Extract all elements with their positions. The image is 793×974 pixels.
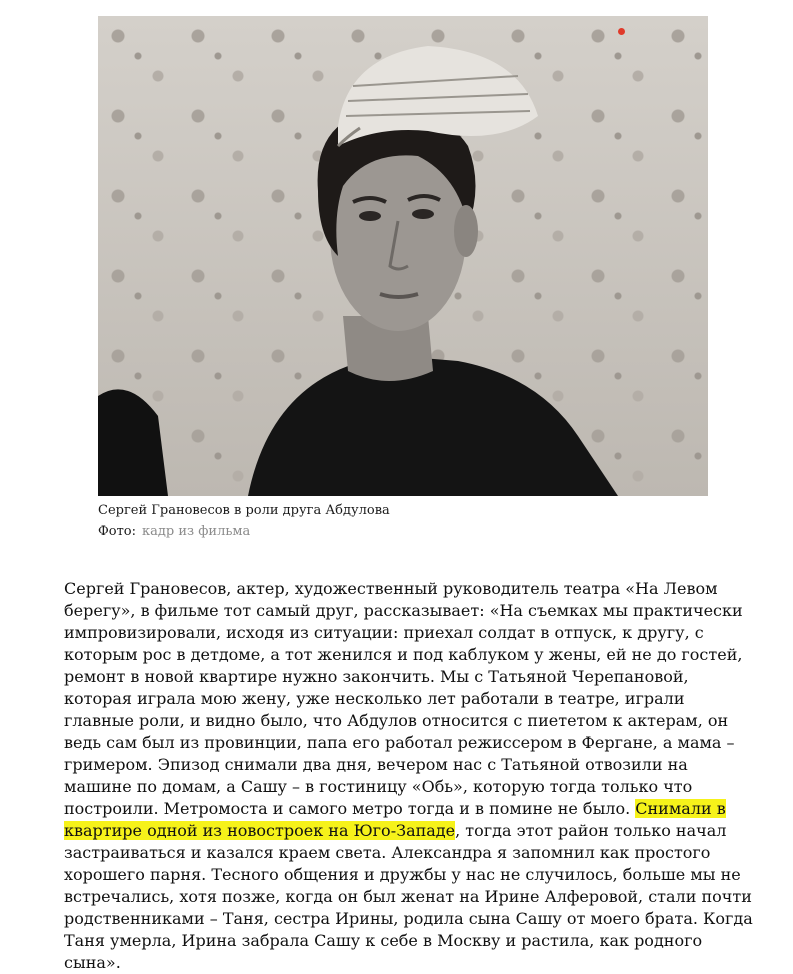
photo-caption: Сергей Грановесов в роли друга Абдулова xyxy=(98,503,390,518)
paragraph-text-before: Сергей Грановесов, актер, художественный руководитель театра «На Левом берегу», в фильме тот самый друг, рассказывает: «На съемках мы практически импровизировали, исходя из ситуации: приехал солдат в отпуск, к другу, с которым рос в детдоме, а тот женился и под каблуком у жены, ей не до гостей, ремонт в новой квартире нужно закончить. Мы с Татьяной Черепановой, которая играла мою жену, уже несколько лет работали в театре, играли главные роли, и видно было, что Абдулов относится с пиететом к актерам, он ведь сам был из провинции, папа его работал режиссером в Фергане, а мама – гримером. Эпизод снимали два дня, вечером нас с Татьяной отвозили на машине по домам, а Сашу – в гостиницу «Обь», которую тогда только что построили. Метромоста и самого метро тогда и в помине не было. xyxy=(64,579,743,818)
article-body xyxy=(64,578,754,974)
right-eye xyxy=(412,209,434,219)
paragraph-text-after: , тогда этот район только начал застраиваться и казался краем света. Александра я запомнил как простого хорошего парня. Тесного общения и дружбы у нас не случилось, больше мы не встречались, хотя позже, когда он был женат на Ирине Алферовой, стали почти родственниками – Таня, сестра Ирины, родила сына Сашу от моего брата. Когда Таня умерла, Ирина забрала Сашу к себе в Москву и растила, как родного сына». xyxy=(64,821,753,972)
photo-credit xyxy=(98,524,250,539)
ear xyxy=(454,205,478,257)
highlighted-text: Снимали в квартире одной из новостроек на Юго-Западе xyxy=(64,799,726,840)
article-paragraph xyxy=(64,578,754,974)
left-eye xyxy=(359,211,381,221)
photo-illustration xyxy=(98,16,708,496)
recording-dot xyxy=(618,28,625,35)
credit-source: кадр из фильма xyxy=(142,524,251,539)
foreground-shoulder xyxy=(98,389,168,496)
article-photo xyxy=(98,16,708,496)
sweater xyxy=(248,356,618,496)
credit-label: Фото: xyxy=(98,524,137,539)
newspaper-hat xyxy=(338,46,538,146)
